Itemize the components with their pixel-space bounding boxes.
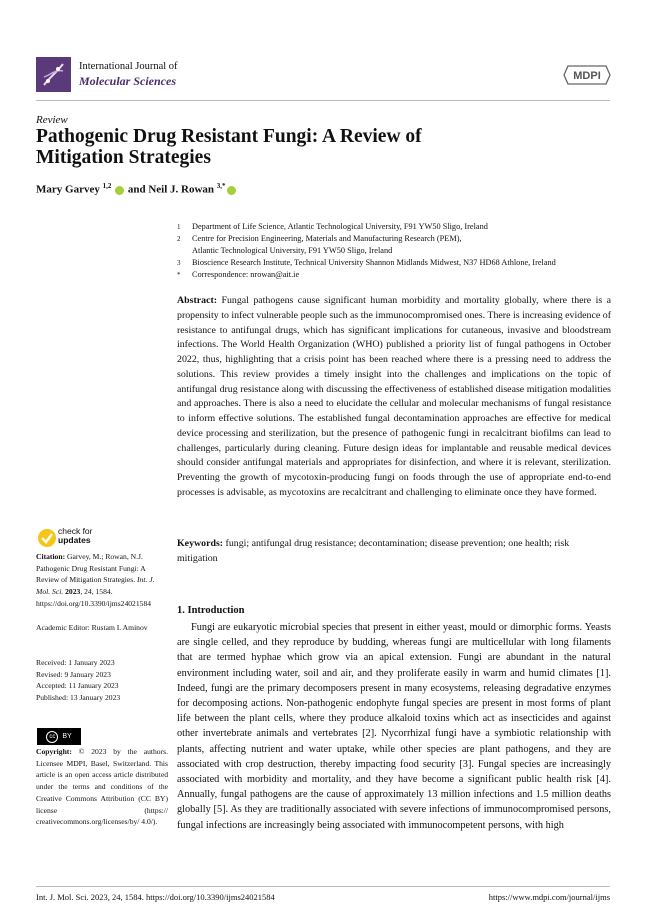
affiliation-number: 2 <box>177 235 181 243</box>
affiliation-text: Atlantic Technological University, F91 YW50 Sligo, Ireland <box>192 246 393 255</box>
cc-label: BY <box>62 733 72 740</box>
abstract-text: Fungal pathogens cause significant human morbidity and mortality globally, where there is a propensity to infect vulnerable people such as the immunocompromised ones. There is increasing evidence of resistance to antifungal drugs, which has significant implications for cutaneous, invasive and bloodstream infections. The World Health Organization (WHO) published a priority list of fungal pathogens in October 2022, thus, highlighting that a crisis point has been reached where there is a pressing need to address the solutions. This review provides a timely insight into the challenges and implications on the topic of antifungal drug resistance along with discussing the effectiveness of established disease mitigation modalities and approaches. There is also a need to elucidate the cellular and molecular mechanisms of fungal resistance to inform effective solutions. The established fungal decontamination approaches are effective for medical device processing and sterilization, but the presence of pathogenic fungi in recalcitrant biofilms can lead to challenges, particularly during cleaning. Future design ideas for implantable and reusable medical devices should consider antifungal materials and appropriates for disinfection, and where it is relevant, sterilization. Preventing the growth of mycotoxin-producing fungi on foods through the use of appropriate end-to-end processes is advisable, as mycotoxins are recalcitrant and challenging to eliminate once they have formed. <box>177 295 612 498</box>
section-heading: 1. Introduction <box>177 605 245 616</box>
journal-logo <box>36 57 71 92</box>
revised-date: Revised: 9 January 2023 <box>36 669 111 679</box>
author-joiner: and <box>127 183 146 196</box>
article-title: Pathogenic Drug Resistant Fungi: A Review of Mitigation Strategies <box>36 126 422 168</box>
intro-paragraph: Fungi are eukaryotic microbial species that present in either yeast, mould or dimorphic forms. Yeasts are single celled, and they reproduce by budding, whereas fungi are multicellular with long filaments that are termed hyphae which grow via an apical extension. Fungi are abundant in the natural environment including water, soil and air, and they proliferate easily in warm and humid climates [1]. Indeed, fungi are the primary decomposers present in many ecosystems, releasing degradative enzymes for decomposing actions. Non-pathogenic endophyte fungal species are present in most forms of plant life between the plant cells, where they produce alkaloid toxins which act as insecticides and against other invertebrate animals and vertebrates [2]. Nycorrhizal fungi have a symbiotic relationship with plants, affecting nutrient and water uptake, while other species are plant pathogens, and they are associated with crop destruction, thereby impacting food security [3]. Fungal species are increasingly associated with morbidity and mortality, and they have become a significant public health risk [4]. Annually, fungal pathogens are the cause of approximately 13 million infections and 1.5 million deaths globally [5]. As they are traditionally associated with severe infections of immunocompromised persons, fungal infections are increasingly being associated with immunocompetent persons, with high <box>177 622 611 831</box>
copyright <box>36 746 168 828</box>
citation-journal: Int. J. Mol. Sci. <box>36 575 155 597</box>
received-date: Received: 1 January 2023 <box>36 658 115 667</box>
cc-by-license-icon[interactable]: cc BY <box>37 728 81 745</box>
footer-journal-url[interactable]: https://www.mdpi.com/journal/ijms <box>488 892 610 902</box>
footer-citation[interactable]: Int. J. Mol. Sci. 2023, 24, 1584. https://doi.org/10.3390/ijms24021584 <box>36 892 275 902</box>
mdpi-logo-text: MDPI <box>573 70 601 82</box>
author-name[interactable]: Neil J. Rowan <box>148 183 215 196</box>
affiliation-text: Department of Life Science, Atlantic Technological University, F91 YW50 Sligo, Ireland <box>192 222 488 231</box>
article-type: Review <box>36 114 68 126</box>
check-label-line1: check for <box>58 526 93 536</box>
affiliation-text: Centre for Precision Engineering, Materials and Manufacturing Research (PEM), <box>192 234 462 243</box>
affiliations <box>177 221 617 281</box>
journal-name-line1: International Journal of <box>79 61 178 72</box>
page-footer <box>36 892 610 902</box>
citation <box>36 551 168 610</box>
citation-year: 2023 <box>65 587 81 597</box>
published-date: Published: 13 January 2023 <box>36 693 121 703</box>
keywords-label: Keywords: <box>177 538 224 549</box>
footer-divider <box>36 886 610 887</box>
keywords-text: fungi; antifungal drug resistance; decontamination; disease prevention; one health; risk mitigation <box>177 538 570 564</box>
author-name[interactable]: Mary Garvey <box>36 183 100 196</box>
correspondence-text[interactable]: Correspondence: nrowan@ait.ie <box>192 270 300 279</box>
affiliation <box>177 221 617 233</box>
citation-text: Garvey, M.; Rowan, N.J. Pathogenic Drug Resistant Fungi: A Review of Mitigation Strategies. <box>36 552 146 585</box>
copyright-label: Copyright: <box>36 747 72 756</box>
keywords <box>177 537 611 567</box>
author-list <box>36 182 237 196</box>
mdpi-logo[interactable] <box>562 64 612 86</box>
affiliation-number: 1 <box>177 223 181 231</box>
affiliation <box>177 245 617 257</box>
accepted-date: Accepted: 11 January 2023 <box>36 681 119 691</box>
affiliation-text: Bioscience Research Institute, Technical University Shannon Midlands Midwest, N37 HD68 Athlone, Ireland <box>192 258 556 267</box>
academic-editor: Academic Editor: Rustam I. Aminov <box>36 623 148 632</box>
copyright-text: © 2023 by the authors. Licensee MDPI, Basel, Switzerland. This article is an open access article distributed under the terms and conditions of the Creative Commons Attribution (CC BY) license (https:// creativecommons.org/licenses/by/ 4.0/). <box>36 747 168 827</box>
orcid-icon[interactable] <box>115 186 124 195</box>
check-for-updates-button[interactable] <box>58 527 93 545</box>
citation-volume-doi[interactable]: , 24, 1584. https://doi.org/10.3390/ijms24021584 <box>36 587 152 608</box>
affiliation-number: 3 <box>177 259 181 267</box>
affiliation <box>177 257 617 269</box>
affiliation <box>177 233 617 245</box>
abstract-label: Abstract: <box>177 295 218 306</box>
affiliation <box>177 269 617 281</box>
orcid-icon[interactable] <box>227 186 236 195</box>
check-label-line2: updates <box>58 535 91 545</box>
affiliation-number <box>177 245 192 257</box>
intro-body <box>177 620 611 833</box>
affiliation-number: * <box>177 271 181 279</box>
author-affil-sup: 1,2 <box>102 182 112 190</box>
header-divider <box>36 100 610 101</box>
author-affil-sup: 3,* <box>216 182 226 190</box>
journal-name-line2: Molecular Sciences <box>79 74 176 88</box>
dates <box>36 657 168 704</box>
abstract <box>177 294 611 501</box>
citation-label: Citation: <box>36 552 66 561</box>
check-for-updates-icon[interactable] <box>37 528 57 548</box>
